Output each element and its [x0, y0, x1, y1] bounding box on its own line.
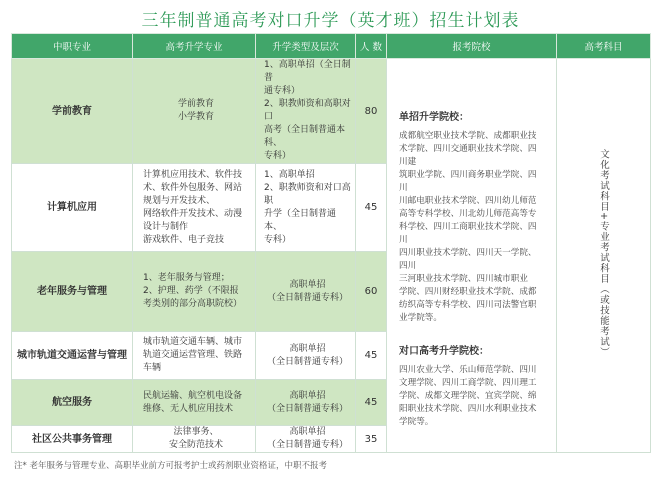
- major-cell: 学前教育: [12, 59, 133, 164]
- type-cell: 1、高职单招（全日制普 通专科） 2、职教师资和高职对口 高考（全日制普通本科、 专科）: [256, 59, 356, 164]
- direction-cell: 民航运输、航空机电设备 维修、无人机应用技术: [133, 380, 256, 426]
- type-cell: 高职单招 （全日制普通专科）: [256, 380, 356, 426]
- count-cell: 60: [356, 252, 387, 332]
- direction-cell: 城市轨道交通车辆、城市 轨道交通运营管理、铁路 车辆: [133, 332, 256, 380]
- subject-text: 文化考试科目+专业考试科目（或技能考试）: [598, 148, 609, 358]
- count-cell: 45: [356, 380, 387, 426]
- header-subject: 高考科目: [557, 34, 651, 59]
- direction-cell: 法律事务、 安全防范技术: [133, 426, 256, 453]
- major-cell: 社区公共事务管理: [12, 426, 133, 453]
- major-cell: 计算机应用: [12, 164, 133, 252]
- type-cell: 高职单招 （全日制普通专科）: [256, 332, 356, 380]
- header-direction: 高考升学专业: [133, 34, 256, 59]
- type-cell: 高职单招 （全日制普通专科）: [256, 426, 356, 453]
- type-cell: 高职单招 （全日制普通专科）: [256, 252, 356, 332]
- header-count: 人 数: [356, 34, 387, 59]
- enrollment-plan-table: [11, 33, 651, 453]
- single-schools-title: 单招升学院校：: [399, 111, 469, 123]
- major-cell: 老年服务与管理: [12, 252, 133, 332]
- type-cell: 1、高职单招 2、职教师资和对口高职 升学（全日制普通本、 专科）: [256, 164, 356, 252]
- major-cell: 航空服务: [12, 380, 133, 426]
- header-major: 中职专业: [12, 34, 133, 59]
- direction-cell: 计算机应用技术、软件技 术、软件外包服务、网站 规划与开发技术、 网络软件开发技术、动漫 设计与制作 游戏软件、电子竞技: [133, 164, 256, 252]
- header-type: 升学类型及层次: [256, 34, 356, 59]
- direction-cell: 学前教育 小学教育: [133, 59, 256, 164]
- count-cell: 35: [356, 426, 387, 453]
- schools-cell: 单招升学院校： 成都航空职业技术学院、成都职业技 术学院、四川交通职业技术学院、四川建 筑职业学院、四川商务职业学院、四川 川邮电职业技术学院、四川幼儿师范 高等专科学校、川北幼儿师范高等专 科学校、四川工商职业技术学院、四川 四川职业技术学院、四川天一学院、四川 三河职业技术学院、四川城市职业 学院、四川财经职业技术学院、成都 纺织高等专科学校、四川司法警官职 业学院等。 对口高考升学院校： 四川农业大学、乐山师范学院、四川 文理学院、四川工商学院、四川理工 学院、成都文理学院、宜宾学院、绵 阳职业技术学院、四川水利职业技术 学院等。: [387, 59, 557, 453]
- direction-cell: 1、老年服务与管理； 2、护理、药学（不限报 考类别的部分高职院校）: [133, 252, 256, 332]
- count-cell: 45: [356, 164, 387, 252]
- table-header-row: [12, 34, 651, 59]
- count-cell: 80: [356, 59, 387, 164]
- major-cell: 城市轨道交通运营与管理: [12, 332, 133, 380]
- page-title: 三年制普通高考对口升学（英才班）招生计划表: [141, 11, 520, 31]
- subject-cell: [557, 59, 651, 453]
- footnote: 注* 老年服务与管理专业、高职毕业前方可报考护士或药剂职业资格证，中职不报考: [14, 461, 327, 471]
- table-row: [12, 59, 651, 164]
- count-cell: 45: [356, 332, 387, 380]
- header-schools: 报考院校: [387, 34, 557, 59]
- duikou-schools-title: 对口高考升学院校：: [399, 345, 489, 357]
